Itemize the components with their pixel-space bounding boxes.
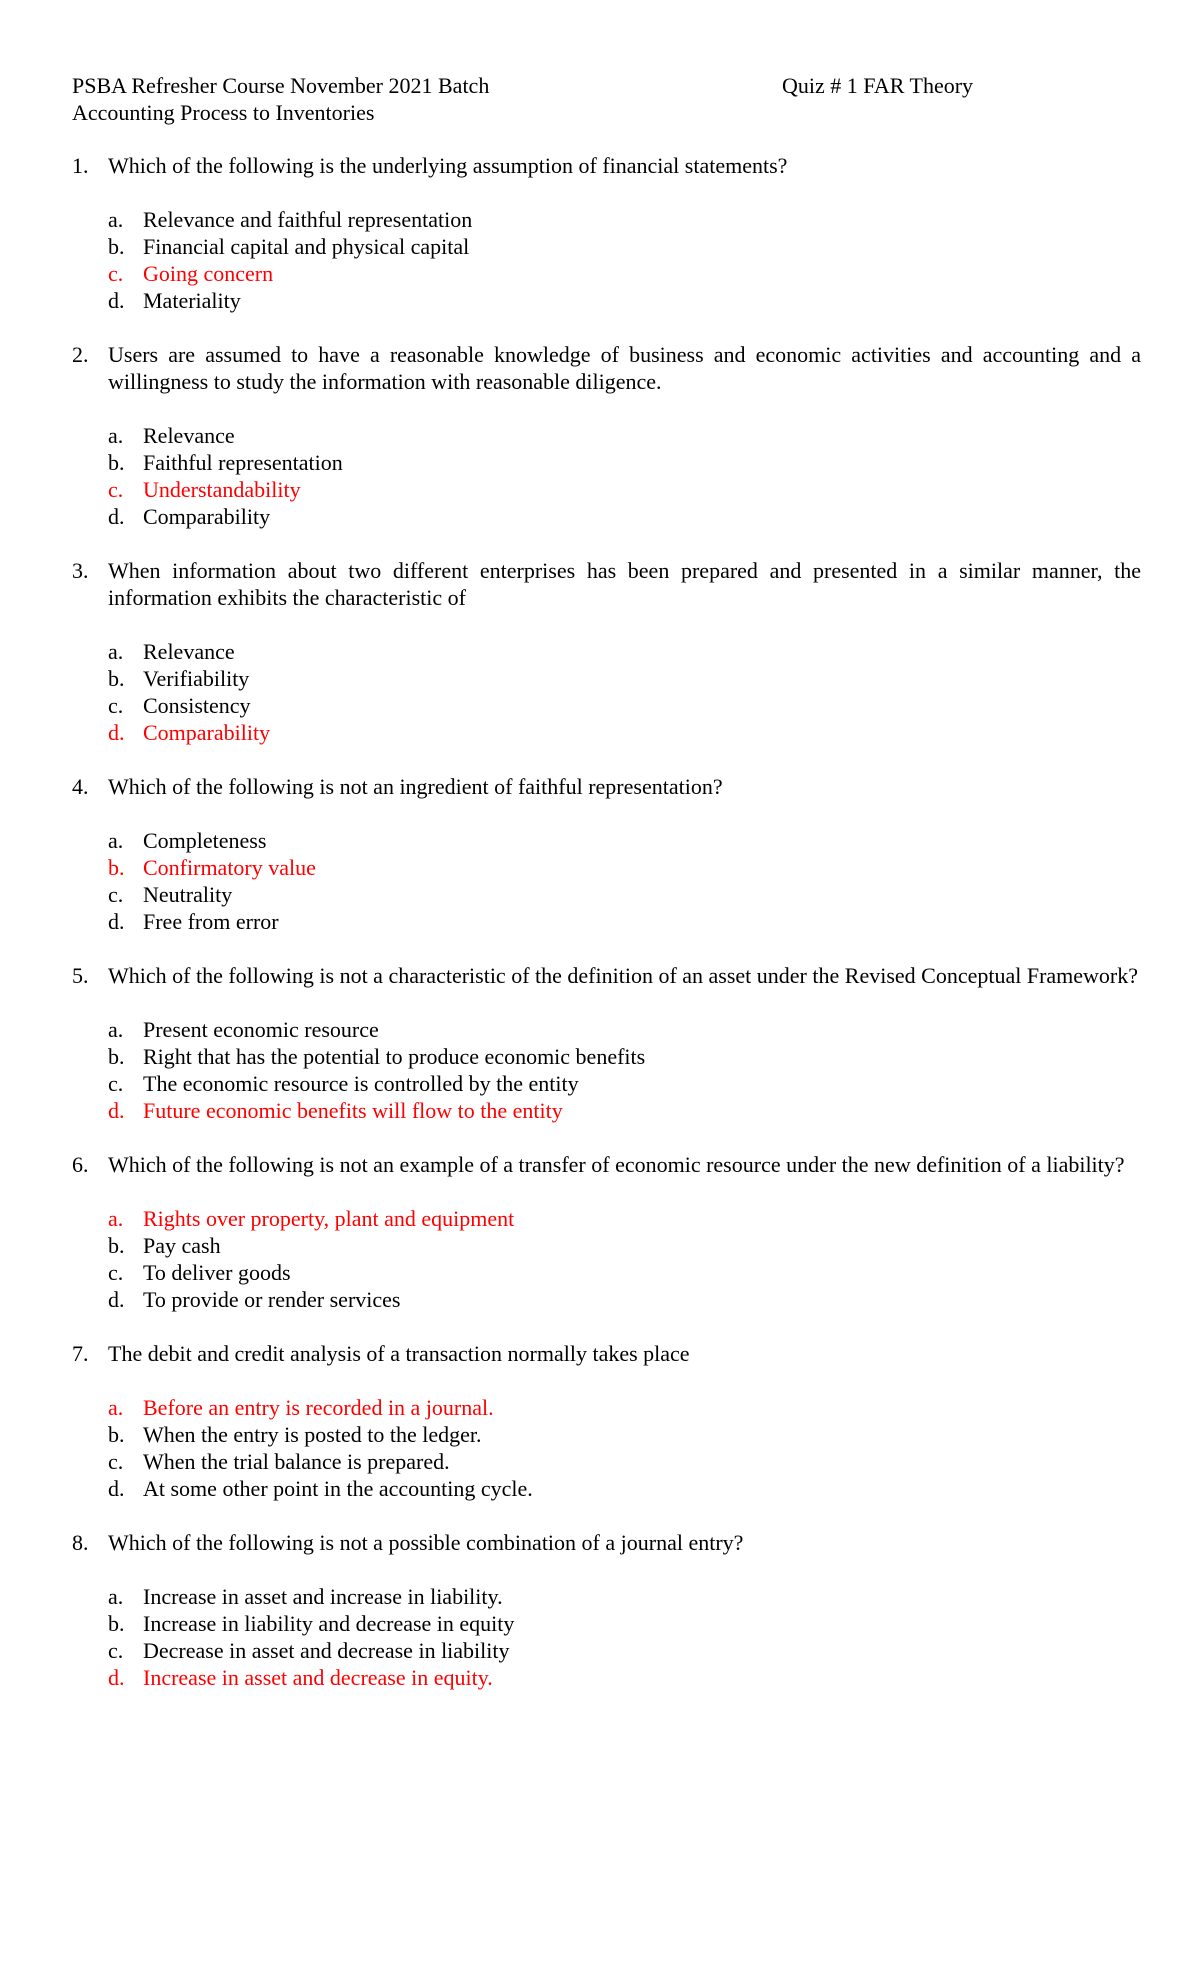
choice-letter: c. xyxy=(108,1638,124,1663)
choice-list xyxy=(108,827,1141,935)
choice-item xyxy=(108,1394,1141,1421)
choice-item xyxy=(108,1610,1141,1637)
choice-letter: c. xyxy=(108,1260,124,1285)
choice-list xyxy=(108,1394,1141,1502)
choice-item xyxy=(108,476,1141,503)
choice-letter: a. xyxy=(108,828,124,853)
choice-item xyxy=(108,827,1141,854)
choice-text: To deliver goods xyxy=(143,1260,291,1285)
question-text: Which of the following is not an example of a transfer of economic resource under the new definition of a liability? xyxy=(108,1152,1125,1177)
choice-item xyxy=(108,719,1141,746)
choice-letter: c. xyxy=(108,882,124,907)
choice-list xyxy=(108,422,1141,530)
question-item xyxy=(72,1529,1141,1691)
course-title: PSBA Refresher Course November 2021 Batch xyxy=(72,73,490,98)
choice-item xyxy=(108,206,1141,233)
choice-letter: a. xyxy=(108,1395,124,1420)
question-item xyxy=(72,152,1141,314)
choice-text: Understandability xyxy=(143,477,301,502)
choice-text: Materiality xyxy=(143,288,241,313)
question-text: The debit and credit analysis of a transaction normally takes place xyxy=(108,1341,690,1366)
choice-letter: c. xyxy=(108,693,124,718)
choice-text: Going concern xyxy=(143,261,274,286)
choice-item xyxy=(108,449,1141,476)
choice-text: When the entry is posted to the ledger. xyxy=(143,1422,482,1447)
choice-item xyxy=(108,1475,1141,1502)
question-number: 3. xyxy=(72,558,89,583)
choice-text: Comparability xyxy=(143,720,271,745)
question-number: 2. xyxy=(72,342,89,367)
choice-item xyxy=(108,1097,1141,1124)
choice-letter: d. xyxy=(108,504,125,529)
choice-text: Relevance xyxy=(143,639,235,664)
choice-item xyxy=(108,422,1141,449)
choice-text: Consistency xyxy=(143,693,251,718)
choice-item xyxy=(108,260,1141,287)
choice-item xyxy=(108,1664,1141,1691)
question-text: Which of the following is the underlying assumption of financial statements? xyxy=(108,153,788,178)
choice-letter: c. xyxy=(108,1449,124,1474)
choice-text: To provide or render services xyxy=(143,1287,401,1312)
question-text: When information about two different enterprises has been prepared and presented in a similar manner, the information exhibits the characteristic of xyxy=(108,558,1141,610)
question-text: Which of the following is not a characteristic of the definition of an asset under the Revised Conceptual Framework? xyxy=(108,963,1139,988)
choice-list xyxy=(108,638,1141,746)
question-item xyxy=(72,1340,1141,1502)
choice-item xyxy=(108,1637,1141,1664)
choice-letter: c. xyxy=(108,1071,124,1096)
choice-letter: b. xyxy=(108,1611,125,1636)
choice-text: Right that has the potential to produce economic benefits xyxy=(143,1044,646,1069)
choice-item xyxy=(108,881,1141,908)
choice-text: Relevance and faithful representation xyxy=(143,207,473,232)
choice-item xyxy=(108,1286,1141,1313)
choice-letter: d. xyxy=(108,1665,125,1690)
choice-letter: d. xyxy=(108,288,125,313)
choice-letter: d. xyxy=(108,720,125,745)
choice-letter: b. xyxy=(108,1233,125,1258)
choice-text: Increase in asset and decrease in equity. xyxy=(143,1665,493,1690)
choice-letter: d. xyxy=(108,1098,125,1123)
header-first-row xyxy=(72,72,1142,99)
choice-letter: b. xyxy=(108,855,125,880)
choice-letter: c. xyxy=(108,261,124,286)
choice-letter: b. xyxy=(108,450,125,475)
question-text: Users are assumed to have a reasonable knowledge of business and economic activities and accounting and a willingness to study the information with reasonable diligence. xyxy=(108,342,1141,394)
choice-text: Increase in asset and increase in liability. xyxy=(143,1584,503,1609)
choice-item xyxy=(108,1016,1141,1043)
choice-text: Faithful representation xyxy=(143,450,343,475)
choice-text: Present economic resource xyxy=(143,1017,379,1042)
choice-text: Decrease in asset and decrease in liability xyxy=(143,1638,510,1663)
question-text: Which of the following is not an ingredient of faithful representation? xyxy=(108,774,723,799)
choice-item xyxy=(108,1448,1141,1475)
choice-text: Confirmatory value xyxy=(143,855,316,880)
question-number: 1. xyxy=(72,153,89,178)
choice-letter: d. xyxy=(108,1476,125,1501)
question-number: 8. xyxy=(72,1530,89,1555)
choice-text: Comparability xyxy=(143,504,271,529)
choice-text: Neutrality xyxy=(143,882,233,907)
choice-item xyxy=(108,1421,1141,1448)
choice-item xyxy=(108,233,1141,260)
choice-list xyxy=(108,1205,1141,1313)
question-list xyxy=(72,152,1141,1718)
choice-list xyxy=(108,206,1141,314)
choice-item xyxy=(108,1043,1141,1070)
choice-letter: a. xyxy=(108,639,124,664)
choice-item xyxy=(108,1259,1141,1286)
choice-letter: b. xyxy=(108,234,125,259)
choice-item xyxy=(108,854,1141,881)
choice-item xyxy=(108,665,1141,692)
question-item xyxy=(72,341,1141,530)
choice-item xyxy=(108,692,1141,719)
choice-text: Completeness xyxy=(143,828,267,853)
choice-item xyxy=(108,1205,1141,1232)
choice-item xyxy=(108,1583,1141,1610)
choice-letter: b. xyxy=(108,1422,125,1447)
choice-item xyxy=(108,287,1141,314)
question-number: 4. xyxy=(72,774,89,799)
question-item xyxy=(72,557,1141,746)
choice-text: Verifiability xyxy=(143,666,250,691)
choice-text: Rights over property, plant and equipment xyxy=(143,1206,515,1231)
choice-text: Financial capital and physical capital xyxy=(143,234,470,259)
question-item xyxy=(72,1151,1141,1313)
quiz-title: Quiz # 1 FAR Theory xyxy=(782,73,974,98)
choice-letter: d. xyxy=(108,1287,125,1312)
question-number: 7. xyxy=(72,1341,89,1366)
choice-item xyxy=(108,1232,1141,1259)
choice-text: Relevance xyxy=(143,423,235,448)
choice-text: Before an entry is recorded in a journal. xyxy=(143,1395,494,1420)
choice-letter: a. xyxy=(108,1017,124,1042)
choice-letter: c. xyxy=(108,477,124,502)
choice-letter: d. xyxy=(108,909,125,934)
choice-letter: a. xyxy=(108,423,124,448)
choice-text: Pay cash xyxy=(143,1233,221,1258)
choice-text: Future economic benefits will flow to the entity xyxy=(143,1098,563,1123)
choice-letter: a. xyxy=(108,1584,124,1609)
choice-item xyxy=(108,1070,1141,1097)
choice-text: At some other point in the accounting cycle. xyxy=(143,1476,533,1501)
choice-text: Increase in liability and decrease in equity xyxy=(143,1611,515,1636)
choice-letter: a. xyxy=(108,207,124,232)
choice-letter: a. xyxy=(108,1206,124,1231)
choice-list xyxy=(108,1016,1141,1124)
choice-text: When the trial balance is prepared. xyxy=(143,1449,450,1474)
choice-item xyxy=(108,638,1141,665)
choice-item xyxy=(108,908,1141,935)
question-item xyxy=(72,773,1141,935)
question-text: Which of the following is not a possible combination of a journal entry? xyxy=(108,1530,744,1555)
question-number: 6. xyxy=(72,1152,89,1177)
choice-item xyxy=(108,503,1141,530)
choice-text: Free from error xyxy=(143,909,279,934)
header-second-row xyxy=(72,99,1142,126)
choice-letter: b. xyxy=(108,666,125,691)
choice-text: The economic resource is controlled by the entity xyxy=(143,1071,579,1096)
topic-title: Accounting Process to Inventories xyxy=(72,100,375,125)
question-number: 5. xyxy=(72,963,89,988)
question-item xyxy=(72,962,1141,1124)
document-header xyxy=(72,72,1142,126)
choice-letter: b. xyxy=(108,1044,125,1069)
choice-list xyxy=(108,1583,1141,1691)
